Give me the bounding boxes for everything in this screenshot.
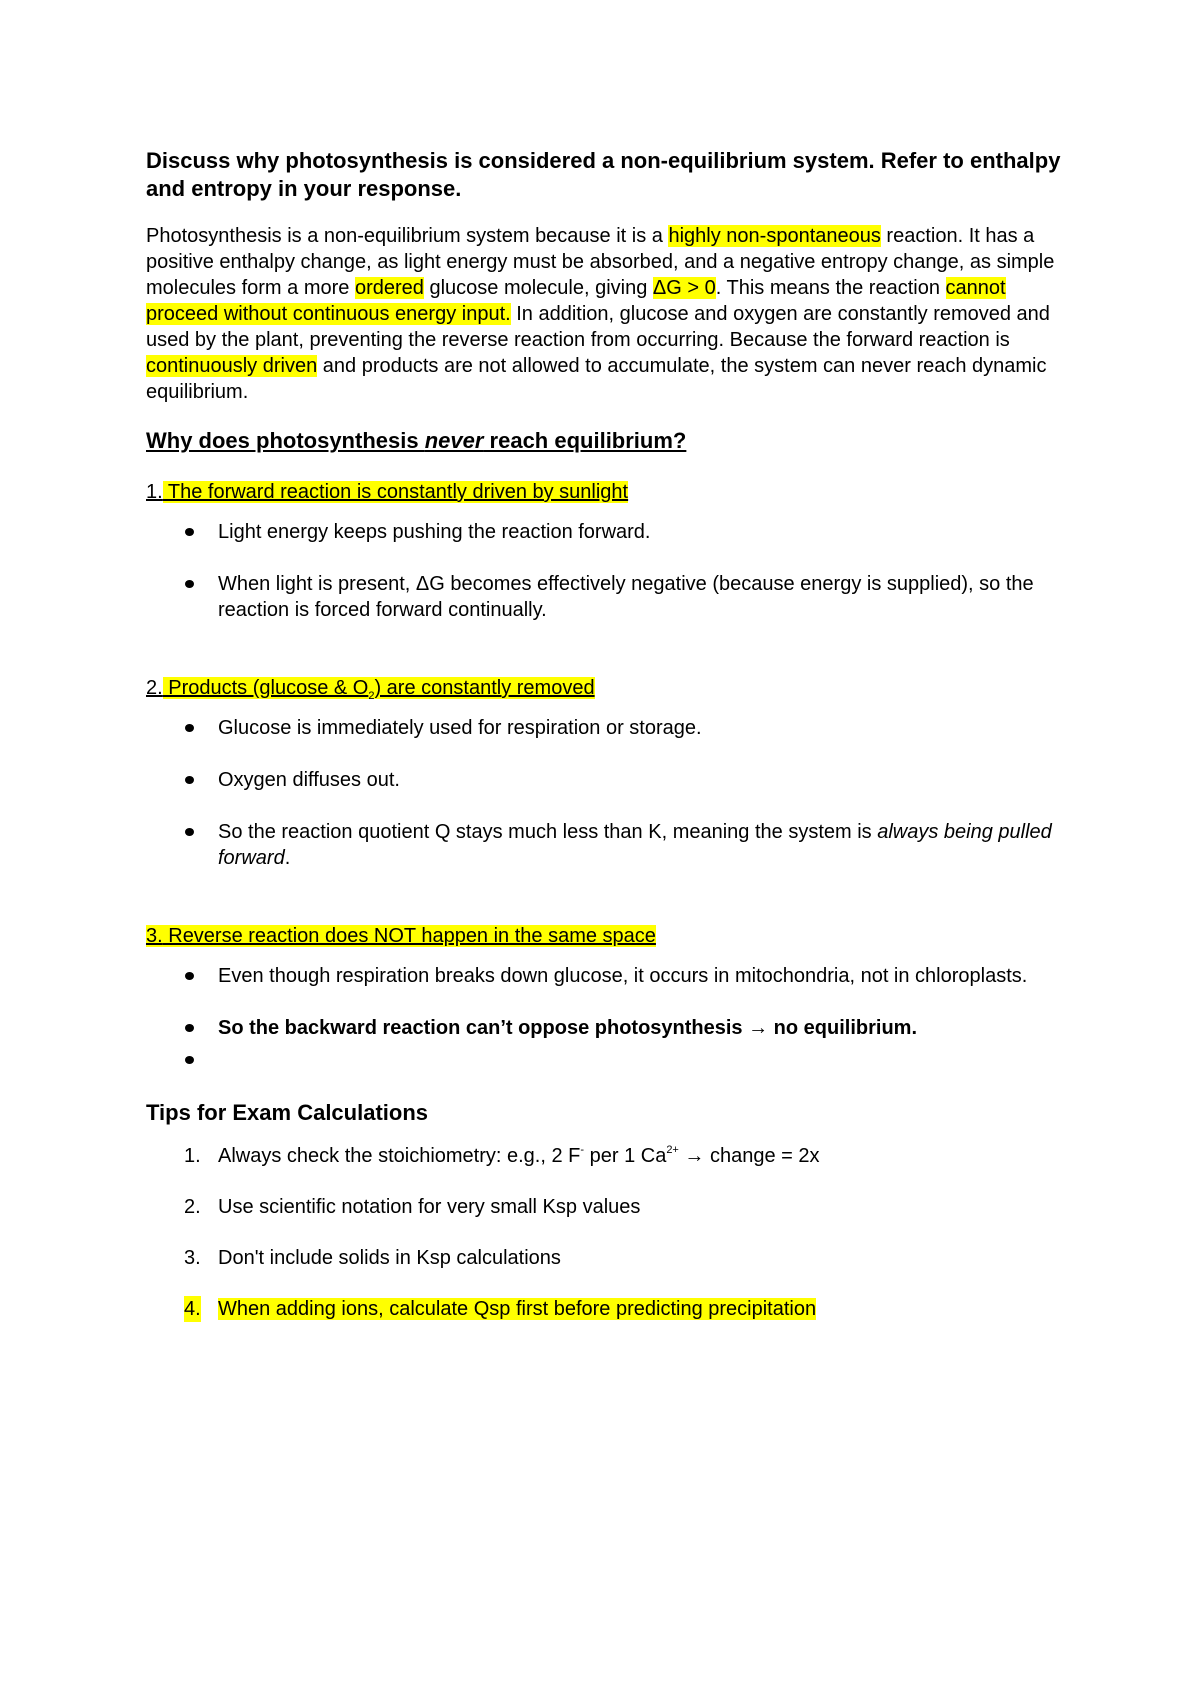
tip-text: Don't include solids in Ksp calculations (218, 1247, 561, 1269)
section-1-title (146, 479, 1066, 505)
list-item (146, 715, 1066, 741)
section-3-title-text: Reverse reaction does NOT happen in the same space (162, 925, 656, 947)
tip-superscript-1: - (580, 1144, 585, 1157)
tip-number: 2. (184, 1196, 201, 1218)
list-item-text-bold: So the backward reaction can’t oppose photosynthesis → no equilibrium. (218, 1017, 917, 1039)
section-2-number: 2. (146, 677, 163, 699)
section-3-title (146, 923, 1066, 949)
tips-heading: Tips for Exam Calculations (146, 1100, 429, 1125)
answer-text-5: In addition, glucose and oxygen are constantly removed and used by the plant, preventing the reverse reaction from occurring. Because the forward reaction is (146, 303, 1050, 351)
section-2-title-text (162, 677, 595, 702)
tip-item (146, 1194, 1066, 1220)
list-item-emphasis: always being pulled forward (218, 821, 1052, 869)
list-item (146, 571, 1066, 623)
section-3-number: 3. (146, 925, 163, 947)
section-2-title (146, 675, 1066, 701)
tip-number: 1. (184, 1145, 201, 1167)
why-heading-pre: Why does photosynthesis (146, 428, 425, 453)
bullet-icon (185, 1024, 194, 1032)
tip-text-b: per 1 Ca (584, 1145, 667, 1167)
list-item (146, 819, 1066, 871)
section-2-title-sub: 2 (368, 690, 375, 702)
tip-text: When adding ions, calculate Qsp first before predicting precipitation (218, 1298, 817, 1320)
list-item (146, 519, 1066, 545)
document-content (146, 147, 1066, 1347)
highlight-non-spontaneous: highly non-spontaneous (668, 225, 881, 247)
bullet-icon (185, 972, 194, 980)
bullet-icon (185, 528, 194, 536)
highlight-energy-input: cannot proceed without continuous energy input. (146, 277, 1006, 325)
list-item-empty (146, 1047, 1066, 1073)
why-heading-post: reach equilibrium? (483, 428, 687, 453)
section-1-title-text: The forward reaction is constantly driven by sunlight (162, 481, 629, 503)
answer-text-3: glucose molecule, giving (423, 277, 653, 299)
answer-text-4: . This means the reaction (715, 277, 946, 299)
section-1-number: 1. (146, 481, 163, 503)
bullet-icon (185, 1056, 194, 1064)
bullet-icon (185, 828, 194, 836)
answer-text-2: reaction. It has a positive enthalpy change, as light energy must be absorbed, and a negative entropy change, as simple molecules form a more (146, 225, 1055, 299)
tips-list (146, 1143, 1066, 1322)
tip-item-highlighted (146, 1296, 1066, 1322)
section-3-list (146, 963, 1066, 1073)
tip-number: 3. (184, 1247, 201, 1269)
list-item-text: Glucose is immediately used for respiration or storage. (218, 717, 702, 739)
list-item-text: Light energy keeps pushing the reaction forward. (218, 521, 651, 543)
tip-superscript-2: 2+ (666, 1144, 679, 1157)
highlight-delta-g: ΔG > 0 (652, 277, 716, 299)
tip-item (146, 1245, 1066, 1271)
list-item-text-end: . (284, 847, 291, 869)
list-item-text: Even though respiration breaks down glucose, it occurs in mitochondria, not in chloroplasts. (218, 965, 1028, 987)
bullet-icon (185, 580, 194, 588)
tip-text: Use scientific notation for very small Ksp values (218, 1196, 641, 1218)
tip-text-a: Always check the stoichiometry: e.g., 2 F (218, 1145, 581, 1167)
tip-number: 4. (184, 1298, 201, 1320)
list-item (146, 1015, 1066, 1041)
answer-text-6: and products are not allowed to accumulate, the system can never reach dynamic equilibrium. (146, 355, 1047, 403)
tip-text-c: → change = 2x (678, 1145, 820, 1167)
answer-text-1: Photosynthesis is a non-equilibrium system because it is a (146, 225, 669, 247)
section-2-list (146, 715, 1066, 871)
section-2-title-a: Products (glucose & O (162, 677, 369, 699)
section-1-list (146, 519, 1066, 623)
why-heading (146, 427, 1066, 455)
why-heading-em: never (424, 428, 484, 453)
question-heading: Discuss why photosynthesis is considered a non-equilibrium system. Refer to enthalpy and entropy in your response. (146, 148, 1061, 201)
section-2-title-b: ) are constantly removed (374, 677, 595, 699)
tip-item (146, 1143, 1066, 1169)
answer-paragraph (146, 223, 1066, 405)
list-item-text: Oxygen diffuses out. (218, 769, 400, 791)
list-item-text: When light is present, ΔG becomes effectively negative (because energy is supplied), so the reaction is forced forward continually. (218, 573, 1034, 621)
bullet-icon (185, 724, 194, 732)
highlight-continuously-driven: continuously driven (146, 355, 318, 377)
list-item (146, 767, 1066, 793)
bullet-icon (185, 776, 194, 784)
highlight-ordered: ordered (354, 277, 424, 299)
list-item-text: So the reaction quotient Q stays much less than K, meaning the system is (218, 821, 878, 843)
list-item (146, 963, 1066, 989)
